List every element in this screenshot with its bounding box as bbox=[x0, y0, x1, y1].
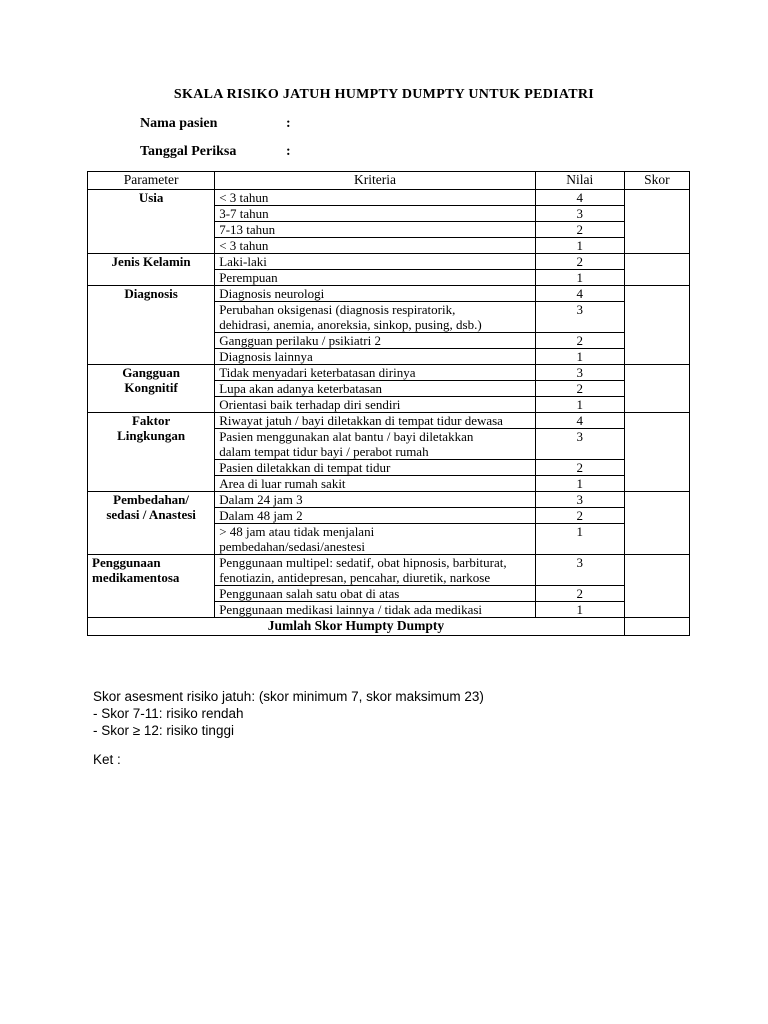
criteria-row bbox=[88, 413, 690, 429]
kriteria-cell: Pasien menggunakan alat bantu / bayi diletakkan dalam tempat tidur bayi / perabot rumah bbox=[215, 429, 536, 460]
nilai-cell: 2 bbox=[535, 333, 624, 349]
nilai-cell: 1 bbox=[535, 349, 624, 365]
parameter-cell: Pembedahan/ sedasi / Anastesi bbox=[88, 492, 215, 555]
nilai-cell: 1 bbox=[535, 524, 624, 555]
nilai-cell: 1 bbox=[535, 238, 624, 254]
score-notes bbox=[93, 688, 484, 739]
header-parameter: Parameter bbox=[88, 172, 215, 190]
patient-name-field bbox=[140, 116, 291, 132]
nilai-cell: 3 bbox=[535, 492, 624, 508]
table-body bbox=[88, 190, 690, 618]
ket-label: Ket : bbox=[93, 752, 121, 767]
criteria-row bbox=[88, 492, 690, 508]
kriteria-cell: Area di luar rumah sakit bbox=[215, 476, 536, 492]
skor-cell[interactable] bbox=[624, 254, 689, 286]
kriteria-cell: Tidak menyadari keterbatasan dirinya bbox=[215, 365, 536, 381]
kriteria-cell: 7-13 tahun bbox=[215, 222, 536, 238]
total-label: Jumlah Skor Humpty Dumpty bbox=[88, 618, 625, 636]
nilai-cell: 2 bbox=[535, 508, 624, 524]
kriteria-cell: Pasien diletakkan di tempat tidur bbox=[215, 460, 536, 476]
nilai-cell: 3 bbox=[535, 429, 624, 460]
exam-date-separator: : bbox=[286, 144, 291, 159]
kriteria-cell: > 48 jam atau tidak menjalani pembedahan/sedasi/anestesi bbox=[215, 524, 536, 555]
kriteria-cell: Diagnosis lainnya bbox=[215, 349, 536, 365]
skor-cell[interactable] bbox=[624, 365, 689, 413]
header-skor: Skor bbox=[624, 172, 689, 190]
kriteria-cell: Riwayat jatuh / bayi diletakkan di tempat tidur dewasa bbox=[215, 413, 536, 429]
kriteria-cell: Laki-laki bbox=[215, 254, 536, 270]
nilai-cell: 3 bbox=[535, 555, 624, 586]
criteria-row bbox=[88, 365, 690, 381]
parameter-cell: Gangguan Kongnitif bbox=[88, 365, 215, 413]
kriteria-cell: Penggunaan salah satu obat di atas bbox=[215, 586, 536, 602]
nilai-cell: 3 bbox=[535, 302, 624, 333]
exam-date-field bbox=[140, 144, 291, 160]
total-row bbox=[88, 618, 690, 636]
skor-cell[interactable] bbox=[624, 555, 689, 618]
criteria-row bbox=[88, 555, 690, 586]
form-title: SKALA RISIKO JATUH HUMPTY DUMPTY UNTUK PEDIATRI bbox=[173, 87, 595, 102]
kriteria-cell: Dalam 24 jam 3 bbox=[215, 492, 536, 508]
criteria-row bbox=[88, 190, 690, 206]
kriteria-cell: < 3 tahun bbox=[215, 238, 536, 254]
kriteria-cell: Penggunaan medikasi lainnya / tidak ada medikasi bbox=[215, 602, 536, 618]
skor-cell[interactable] bbox=[624, 286, 689, 365]
parameter-cell: Jenis Kelamin bbox=[88, 254, 215, 286]
kriteria-cell: Penggunaan multipel: sedatif, obat hipnosis, barbiturat, fenotiazin, antidepresan, pencahar, diuretik, narkose bbox=[215, 555, 536, 586]
nilai-cell: 1 bbox=[535, 602, 624, 618]
kriteria-cell: Diagnosis neurologi bbox=[215, 286, 536, 302]
score-note-range: Skor asesment risiko jatuh: (skor minimum 7, skor maksimum 23) bbox=[93, 689, 484, 704]
kriteria-cell: Perubahan oksigenasi (diagnosis respiratorik, dehidrasi, anemia, anoreksia, sinkop, pusing, dsb.) bbox=[215, 302, 536, 333]
skor-cell[interactable] bbox=[624, 190, 689, 254]
nilai-cell: 4 bbox=[535, 413, 624, 429]
kriteria-cell: Orientasi baik terhadap diri sendiri bbox=[215, 397, 536, 413]
nilai-cell: 3 bbox=[535, 365, 624, 381]
score-note-high: - Skor ≥ 12: risiko tinggi bbox=[93, 723, 234, 738]
score-note-low: - Skor 7-11: risiko rendah bbox=[93, 706, 244, 721]
criteria-row bbox=[88, 286, 690, 302]
kriteria-cell: Gangguan perilaku / psikiatri 2 bbox=[215, 333, 536, 349]
kriteria-cell: < 3 tahun bbox=[215, 190, 536, 206]
total-score-cell[interactable] bbox=[624, 618, 689, 636]
header-kriteria: Kriteria bbox=[215, 172, 536, 190]
kriteria-cell: 3-7 tahun bbox=[215, 206, 536, 222]
parameter-cell: Faktor Lingkungan bbox=[88, 413, 215, 492]
patient-name-label: Nama pasien bbox=[140, 116, 218, 131]
nilai-cell: 2 bbox=[535, 254, 624, 270]
humpty-dumpty-table bbox=[87, 171, 690, 636]
nilai-cell: 1 bbox=[535, 397, 624, 413]
table-header-row bbox=[88, 172, 690, 190]
parameter-cell: Diagnosis bbox=[88, 286, 215, 365]
nilai-cell: 2 bbox=[535, 586, 624, 602]
header-nilai: Nilai bbox=[535, 172, 624, 190]
nilai-cell: 3 bbox=[535, 206, 624, 222]
skor-cell[interactable] bbox=[624, 492, 689, 555]
parameter-cell: Penggunaan medikamentosa bbox=[88, 555, 215, 618]
kriteria-cell: Lupa akan adanya keterbatasan bbox=[215, 381, 536, 397]
criteria-row bbox=[88, 254, 690, 270]
kriteria-cell: Perempuan bbox=[215, 270, 536, 286]
nilai-cell: 4 bbox=[535, 190, 624, 206]
nilai-cell: 2 bbox=[535, 460, 624, 476]
kriteria-cell: Dalam 48 jam 2 bbox=[215, 508, 536, 524]
patient-name-separator: : bbox=[286, 116, 291, 131]
nilai-cell: 2 bbox=[535, 222, 624, 238]
nilai-cell: 2 bbox=[535, 381, 624, 397]
skor-cell[interactable] bbox=[624, 413, 689, 492]
nilai-cell: 1 bbox=[535, 270, 624, 286]
nilai-cell: 1 bbox=[535, 476, 624, 492]
nilai-cell: 4 bbox=[535, 286, 624, 302]
parameter-cell: Usia bbox=[88, 190, 215, 254]
exam-date-label: Tanggal Periksa bbox=[140, 144, 237, 159]
